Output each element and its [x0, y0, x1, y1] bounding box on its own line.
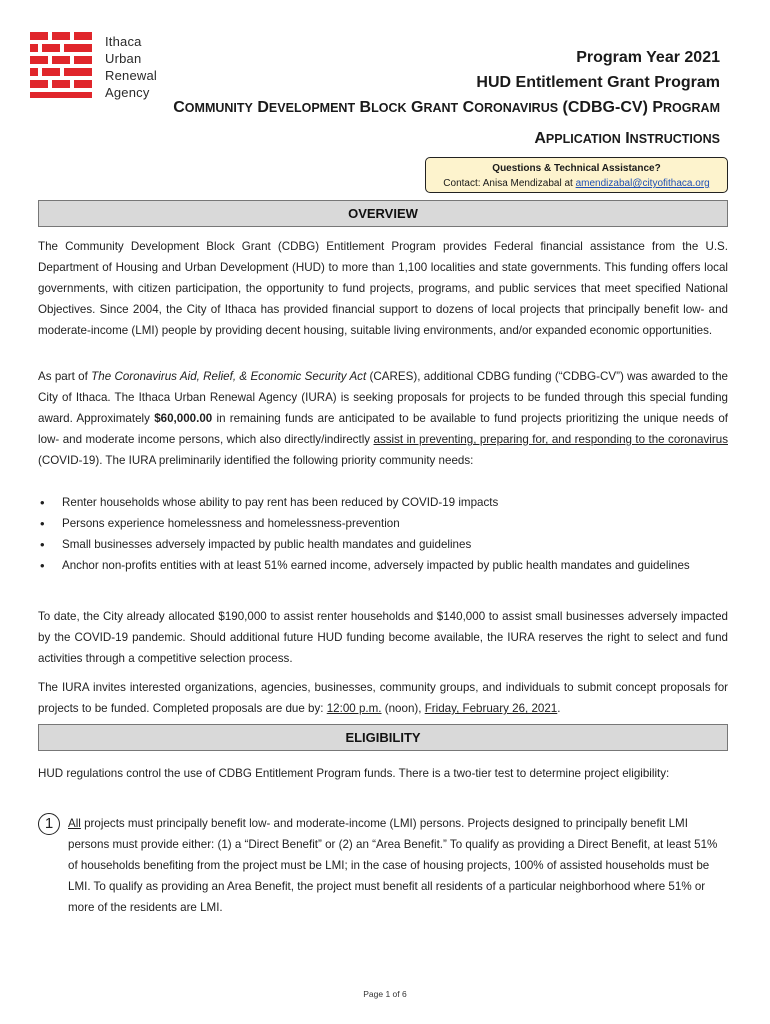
list-item: • Renter households whose ability to pay rent has been reduced by COVID-19 impacts — [38, 492, 728, 513]
grant-program: HUD Entitlement Grant Program — [476, 74, 720, 91]
list-item: • Anchor non-profits entities with at least 51% earned income, adversely impacted by public health mandates and guidelines — [38, 555, 728, 576]
text: The IURA invites interested organizations, agencies, businesses, community groups, and individuals to submit concept proposals for projects to be funded. Completed proposals are due by: — [38, 681, 728, 715]
due-time: 12:00 p.m. — [326, 702, 382, 715]
eligibility-intro: HUD regulations control the use of CDBG Entitlement Program funds. There is a two-tier test to determine project eligibility: — [38, 767, 670, 780]
logo-line: Renewal — [105, 68, 157, 83]
contact-email-link[interactable]: amendizabal@cityofithaca.org — [575, 178, 710, 189]
due-date: Friday, February 26, 2021 — [424, 702, 558, 715]
iura-logo — [30, 32, 190, 100]
text: (CARES), additional CDBG funding (“CDBG-CV”) was awarded to the City of Ithaca. The Ithaca Urban Renewal Agency (IURA) is seeking proposals for projects to be funded through this special funding award. Approximately — [38, 370, 728, 425]
overview-paragraph-3: To date, the City already allocated $190,000 to assist renter households and $140,000 to assist small businesses adversely impacted by the COVID-19 pandemic. Should additional future HUD funding become available, the IURA reserves the right to select and fund activities through a competitive selection process. — [38, 610, 728, 665]
contact-label: Contact: Anisa Mendizabal at — [443, 178, 573, 189]
item-number-badge: 1 — [38, 813, 60, 835]
logo-line: Ithaca — [105, 34, 142, 49]
text: As part of — [38, 370, 92, 383]
text: . — [557, 702, 561, 715]
application-title: APPLICATION INSTRUCTIONS — [534, 130, 720, 147]
logo-grid-icon — [30, 32, 96, 98]
text: (COVID-19). The IURA preliminarily identified the following priority community needs: — [38, 454, 474, 467]
text: (noon), — [381, 702, 425, 715]
all-emphasis: All — [68, 817, 81, 830]
list-item: • Persons experience homelessness and homelessness-prevention — [38, 513, 728, 534]
list-item: • Small businesses adversely impacted by public health mandates and guidelines — [38, 534, 728, 555]
text: projects must principally benefit low- and moderate-income (LMI) persons. Projects designed to principally benefit LMI persons must provide either: (1) a “Direct Benefit” or (2) an “Area Benefit.” To qualify as providing a Direct Benefit, at least 51% of households benefiting from the project must be LMI; in the case of housing projects, 100% of assisted households must be LMI. To qualify as providing an Area Benefit, the project must benefit all residents of a particular neighborhood where 51% or more of the residents are LMI. — [68, 817, 718, 914]
logo-line: Agency — [105, 85, 150, 100]
cdbg-title: COMMUNITY DEVELOPMENT BLOCK GRANT CORONAVIRUS (CDBG-CV) PROGRAM — [173, 99, 720, 116]
eligibility-heading: ELIGIBILITY — [38, 724, 728, 751]
logo-text — [105, 33, 157, 101]
eligibility-item-1-text — [68, 813, 728, 918]
overview-paragraph-2 — [38, 366, 728, 471]
text: in remaining funds are anticipated to be available to fund projects prioritizing the unique needs of low- and moderate income persons, which also directly/indirectly — [38, 412, 728, 446]
contact-question: Questions & Technical Assistance? — [492, 163, 661, 174]
overview-heading: OVERVIEW — [38, 200, 728, 227]
program-year: Program Year 2021 — [576, 49, 720, 66]
coronavirus-purpose: assist in preventing, preparing for, and responding to the coronavirus — [373, 433, 728, 446]
page-number: Page 1 of 6 — [363, 989, 407, 999]
contact-box — [425, 157, 728, 193]
cares-act-title: The Coronavirus Aid, Relief, & Economic Security Act — [91, 370, 367, 383]
priority-needs-list — [38, 492, 728, 576]
overview-paragraph-1: The Community Development Block Grant (CDBG) Entitlement Program provides Federal financial assistance from the U.S. Department of Housing and Urban Development (HUD) to more than 1,100 localities and state governments. This funding offers local governments, with citizen participation, the opportunity to fund projects, programs, and public services that meet specified National Objectives. Since 2004, the City of Ithaca has provided financial support to dozens of local projects that principally benefit low- and moderate-income (LMI) people by providing decent housing, suitable living environments, and/or expanded economic opportunities. — [38, 240, 728, 337]
contact-line — [426, 176, 727, 191]
funding-amount: $60,000.00 — [154, 412, 213, 425]
eligibility-item-1 — [38, 813, 728, 918]
logo-line: Urban — [105, 51, 142, 66]
overview-paragraph-4 — [38, 677, 728, 719]
